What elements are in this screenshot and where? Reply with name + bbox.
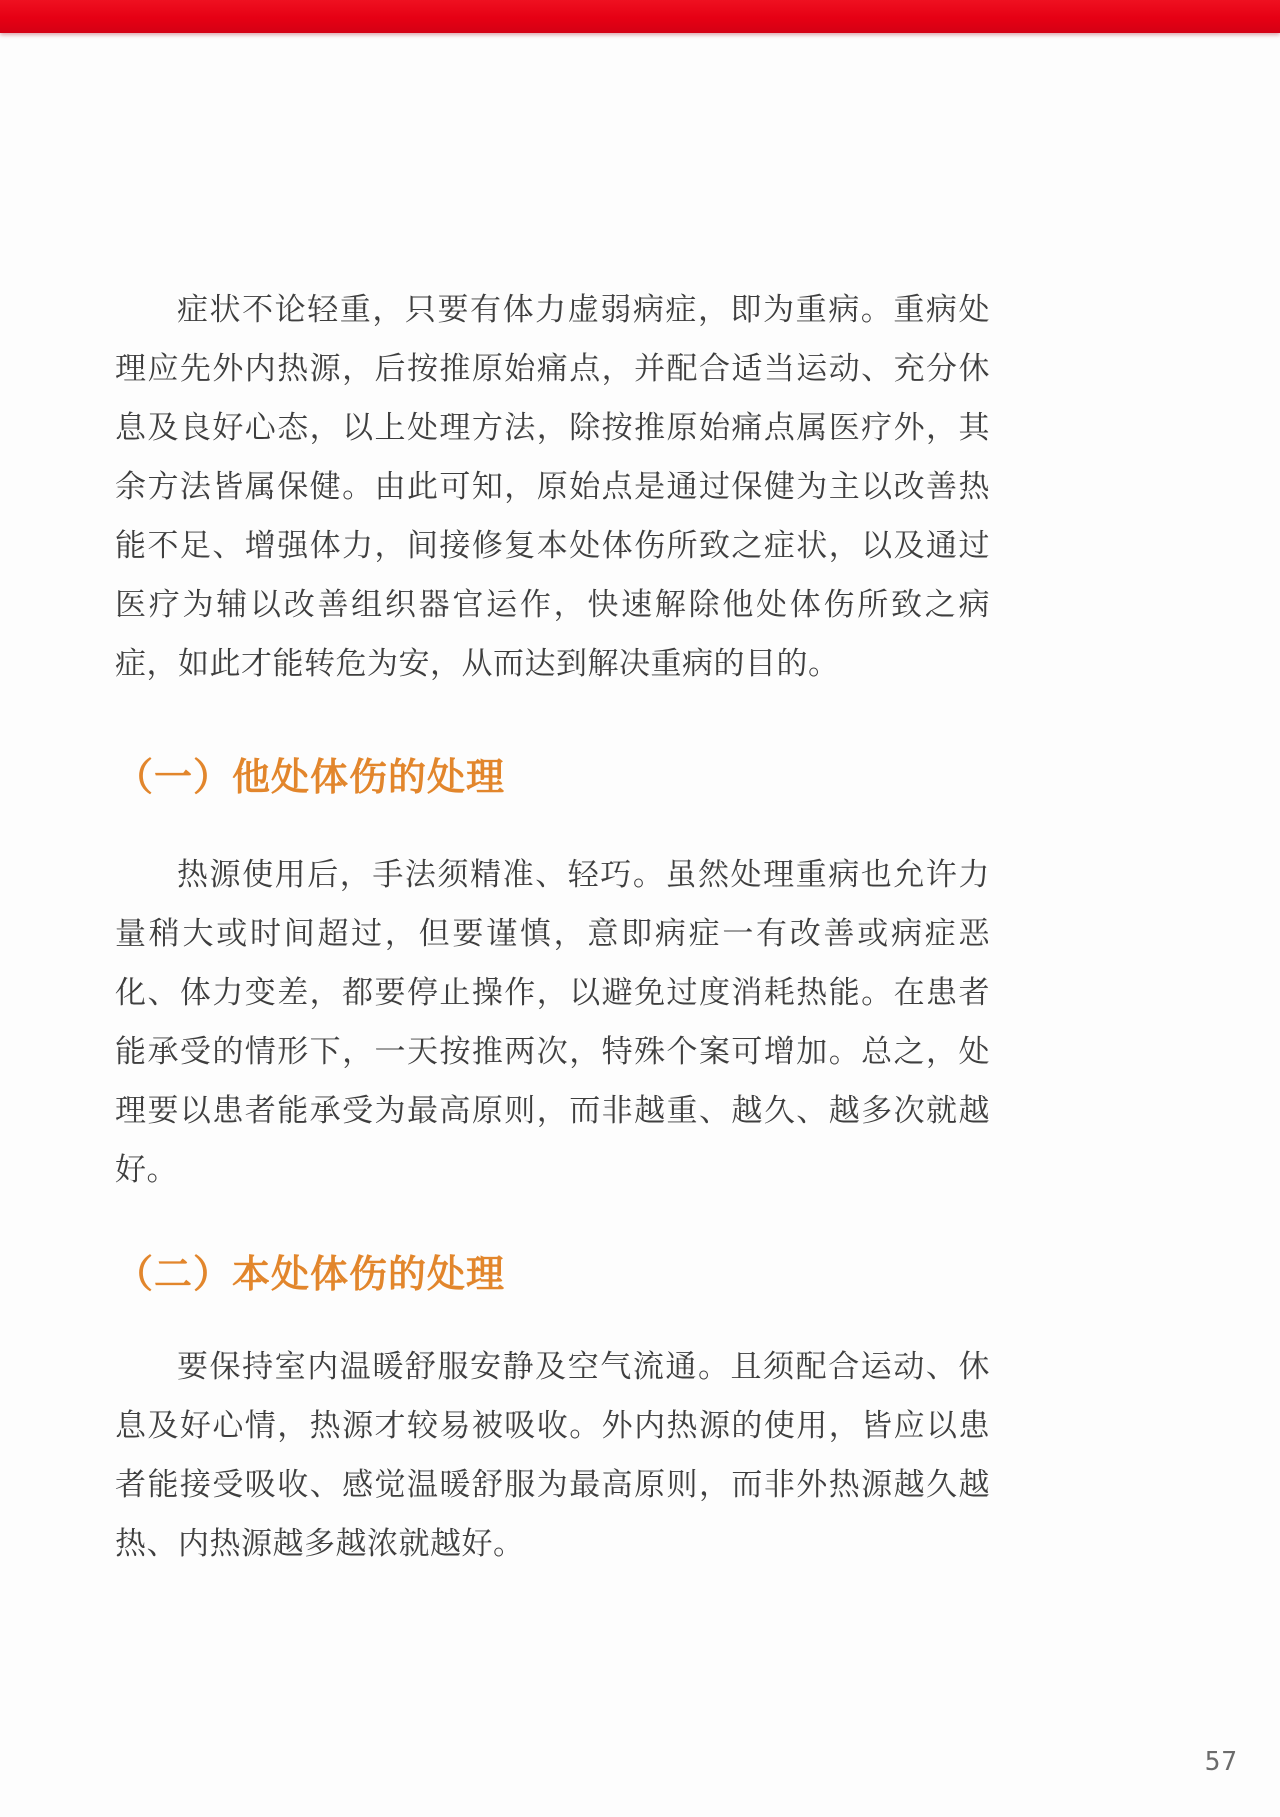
page-header-band (0, 0, 1280, 33)
section-heading-local-injury: （二）本处体伤的处理 (115, 1254, 506, 1296)
paragraph-other-site-injury-treatment: 热源使用后，手法须精准、轻巧。虽然处理重病也允许力量稍大或时间超过，但要谨慎，意即病症一有改善或病症恶化、体力变差，都要停止操作，以避免过度消耗热能。在患者能承受的情形下，一天按推两次，特殊个案可增加。总之，处理要以患者能承受为最高原则，而非越重、越久、越多次就越好。 (115, 857, 990, 1187)
section-heading-other-site-injury: （一）他处体伤的处理 (115, 757, 506, 799)
page-content (115, 33, 990, 1573)
paragraph-local-injury-treatment: 要保持室内温暖舒服安静及空气流通。且须配合运动、休息及好心情，热源才较易被吸收。外内热源的使用，皆应以患者能接受吸收、感觉温暖舒服为最高原则，而非外热源越久越热、内热源越多越浓就越好。 (115, 1349, 990, 1561)
paragraph-severe-illness-overview: 症状不论轻重，只要有体力虚弱病症，即为重病。重病处理应先外内热源，后按推原始痛点，并配合适当运动、充分休息及良好心态，以上处理方法，除按推原始痛点属医疗外，其余方法皆属保健。由此可知，原始点是通过保健为主以改善热能不足、增强体力，间接修复本处体伤所致之症状，以及通过医疗为辅以改善组织器官运作，快速解除他处体伤所致之病症，如此才能转危为安，从而达到解决重病的目的。 (115, 292, 990, 681)
page-number: 57 (1204, 1747, 1238, 1777)
